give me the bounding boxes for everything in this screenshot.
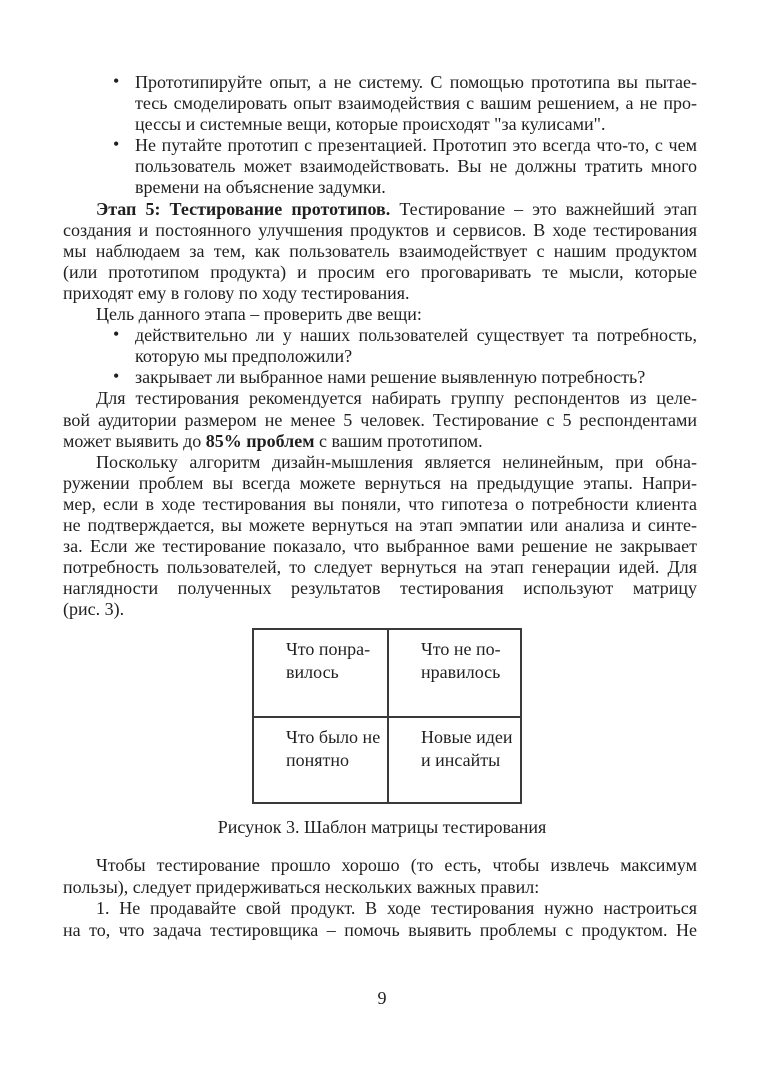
bullet-item bbox=[63, 325, 697, 367]
text-line: Что не по- bbox=[421, 639, 501, 659]
text-line: наглядности полученных результатов тестирования используют матрицу bbox=[63, 578, 697, 599]
text-line: Для тестирования рекомендуется набирать группу респондентов из целе- bbox=[96, 388, 697, 409]
text-line: на то, что задача тестировщика – помочь выявить проблемы с продуктом. Не bbox=[63, 919, 697, 940]
text-line: закрывает ли выбранное нами решение выявленную потребность? bbox=[135, 367, 646, 388]
text-line: за. Если же тестирование показало, что выбранное вами решение не закрывает bbox=[63, 536, 697, 557]
text-line: Поскольку алгоритм дизайн-мышления является нелинейным, при обна- bbox=[96, 451, 697, 472]
text-line: 1. Не продавайте свой продукт. В ходе тестирования нужно настроиться bbox=[96, 898, 697, 919]
text-line: понятно bbox=[286, 750, 350, 770]
text-line: пользы), следует придерживаться нескольких важных правил: bbox=[63, 876, 540, 897]
bold-emphasis: 85% проблем bbox=[205, 430, 315, 451]
text-line: времени на объяснение задумки. bbox=[135, 177, 386, 198]
text-line: которую мы предположили? bbox=[135, 346, 353, 367]
text-run: Тестирование – это важнейший этап bbox=[390, 198, 697, 219]
text-line: пользователь может взаимодействовать. Вы не должны тратить много bbox=[135, 156, 697, 177]
paragraph-testing bbox=[63, 388, 697, 451]
matrix-cell-top-left bbox=[253, 629, 388, 717]
matrix-table bbox=[252, 628, 522, 804]
text-line: (или прототипом продукта) и просим его проговаривать те мысли, которые bbox=[63, 261, 697, 282]
text-line: создания и постоянного улучшения продуктов и сервисов. В ходе тестирования bbox=[63, 219, 697, 240]
paragraph-stage5 bbox=[63, 199, 697, 304]
bullet-marker: • bbox=[113, 366, 120, 387]
matrix-cell-bottom-left bbox=[253, 717, 388, 803]
text-line: Что было не bbox=[286, 727, 381, 747]
bullet-item bbox=[63, 135, 697, 198]
text-line: потребность пользователей, то следует вернуться на этап генерации идей. Для bbox=[63, 557, 697, 578]
text-line: приходят ему в голову по ходу тестирования. bbox=[63, 282, 410, 303]
bullet-item bbox=[63, 72, 697, 135]
text-line: Чтобы тестирование прошло хорошо (то есть, чтобы извлечь максимум bbox=[96, 855, 697, 875]
body-text-bottom bbox=[63, 855, 697, 941]
bullet-marker: • bbox=[113, 324, 120, 345]
text-line: мер, если в ходе тестирования вы поняли, что гипотеза о потребности клиента bbox=[63, 493, 697, 514]
matrix-cell-bottom-right bbox=[388, 717, 521, 803]
text-line: Новые идеи bbox=[421, 727, 513, 747]
text-line: цессы и системные вещи, которые происходят "за кулисами". bbox=[135, 114, 606, 135]
body-text bbox=[63, 72, 697, 620]
text-line: Что понра- bbox=[286, 639, 371, 659]
paragraph-nonlinear bbox=[63, 452, 697, 621]
text-line: ружении проблем вы всегда можете вернуться на предыдущие этапы. Напри- bbox=[63, 472, 697, 493]
bullet-marker: • bbox=[113, 71, 120, 91]
text-run: с вашим прототипом. bbox=[314, 430, 483, 451]
text-line: нравилось bbox=[421, 662, 501, 682]
bullet-item bbox=[63, 367, 697, 388]
text-line: (рис. 3). bbox=[63, 599, 125, 620]
text-run: может выявить до bbox=[63, 430, 206, 451]
stage-heading: Этап 5: Тестирование прототипов. bbox=[96, 198, 391, 219]
text-line: вой аудитории размером не менее 5 человек. Тестирование с 5 респондентами bbox=[63, 409, 697, 430]
bullet-marker: • bbox=[113, 134, 120, 155]
paragraph-goal: Цель данного этапа – проверить две вещи: bbox=[96, 304, 422, 325]
text-line: и инсайты bbox=[421, 750, 501, 770]
figure-caption: Рисунок 3. Шаблон матрицы тестирования bbox=[217, 817, 547, 837]
matrix-cell-top-right bbox=[388, 629, 521, 717]
text-line: вилось bbox=[286, 662, 339, 682]
text-line: действительно ли у наших пользователей существует та потребность, bbox=[135, 325, 697, 346]
text-line: тесь смоделировать опыт взаимодействия с вашим решением, а не про- bbox=[135, 93, 697, 114]
text-line: Не путайте прототип с презентацией. Прототип это всегда что-то, с чем bbox=[135, 135, 697, 156]
text-line bbox=[63, 199, 697, 220]
text-line: Прототипируйте опыт, а не систему. С помощью прототипа вы пытае- bbox=[135, 72, 697, 92]
page-number: 9 bbox=[377, 988, 387, 1008]
text-line bbox=[63, 431, 697, 452]
text-line: мы наблюдаем за тем, как пользователь взаимодействует с нашим продуктом bbox=[63, 240, 697, 261]
text-line: не подтверждается, вы можете вернуться на этап эмпатии или анализа и синте- bbox=[63, 514, 697, 535]
